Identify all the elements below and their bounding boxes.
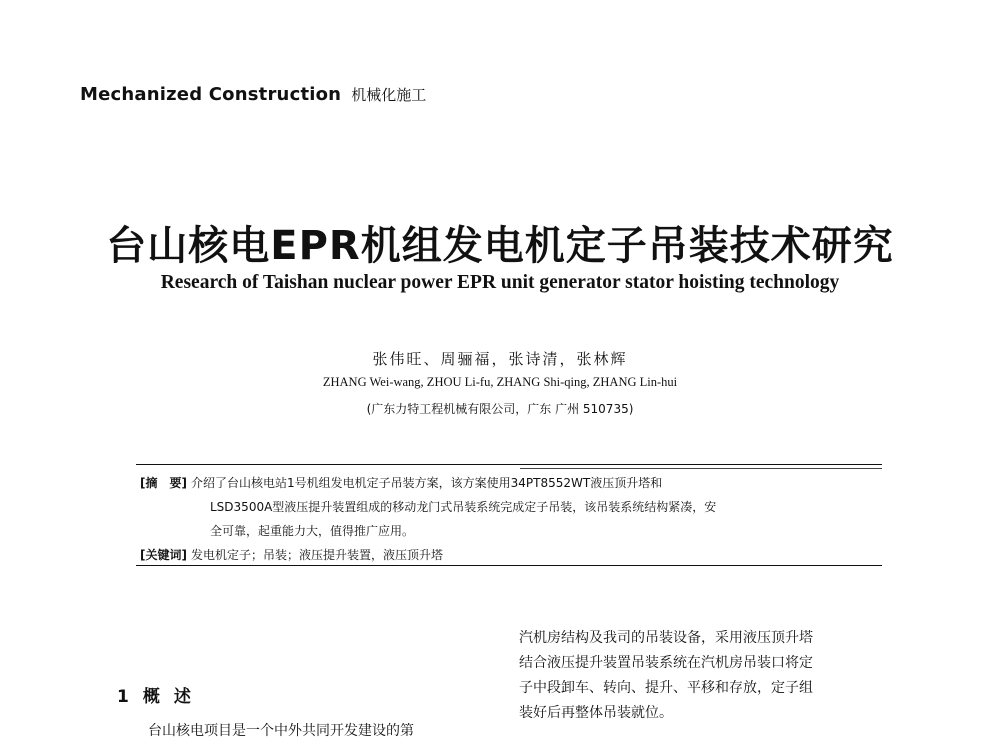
right-col-line: 汽机房结构及我司的吊装设备，采用液压顶升塔 <box>519 630 813 646</box>
title-zh: 台山核电EPR机组发电机定子吊装技术研究 <box>106 223 894 269</box>
journal-name-en: Mechanized Construction <box>80 84 342 105</box>
right-column <box>519 626 889 726</box>
title-en: Research of Taishan nuclear power EPR unit generator stator hoisting technology <box>160 272 840 293</box>
affiliation: (广东力特工程机械有限公司，广东 广州 510735) <box>366 402 634 416</box>
left-column-text: 台山核电项目是一个中外共同开发建设的第 <box>148 723 414 739</box>
section-1-heading <box>117 682 205 707</box>
keywords-label: [关键词] <box>140 548 187 562</box>
abstract-text-1: 介绍了台山核电站1号机组发电机定子吊装方案，该方案使用34PT8552WT液压顶升塔和 <box>190 476 663 490</box>
abstract-top-thin-rule <box>520 468 882 469</box>
abstract-bottom-rule <box>136 565 882 566</box>
abstract-top-rule <box>136 464 882 465</box>
section-title: 概述 <box>142 687 205 707</box>
running-header <box>80 84 426 105</box>
right-col-line: 结合液压提升装置吊装系统在汽机房吊装口将定 <box>519 655 813 671</box>
abstract-block <box>140 471 860 567</box>
keywords-text: 发电机定子；吊装；液压提升装置，液压顶升塔 <box>190 548 443 562</box>
right-col-line: 子中段卸车、转向、提升、平移和存放，定子组 <box>519 680 813 696</box>
right-col-line: 装好后再整体吊装就位。 <box>519 705 673 721</box>
authors-zh: 张伟旺、周骊福，张诗清，张林辉 <box>372 350 628 368</box>
abstract-line-3: 全可靠，起重能力大，值得推广应用。 <box>210 524 415 538</box>
authors-en: ZHANG Wei-wang, ZHOU Li-fu, ZHANG Shi-qing, ZHANG Lin-hui <box>322 375 678 389</box>
keywords-line <box>140 543 860 567</box>
abstract-label: [摘 要] <box>140 476 187 490</box>
abstract-line-2: LSD3500A型液压提升装置组成的移动龙门式吊装系统完成定子吊装，该吊装系统结构紧凑，安 <box>210 500 717 514</box>
section-number: 1 <box>117 687 129 707</box>
abstract-line-1 <box>140 471 860 495</box>
journal-name-zh: 机械化施工 <box>351 86 427 104</box>
